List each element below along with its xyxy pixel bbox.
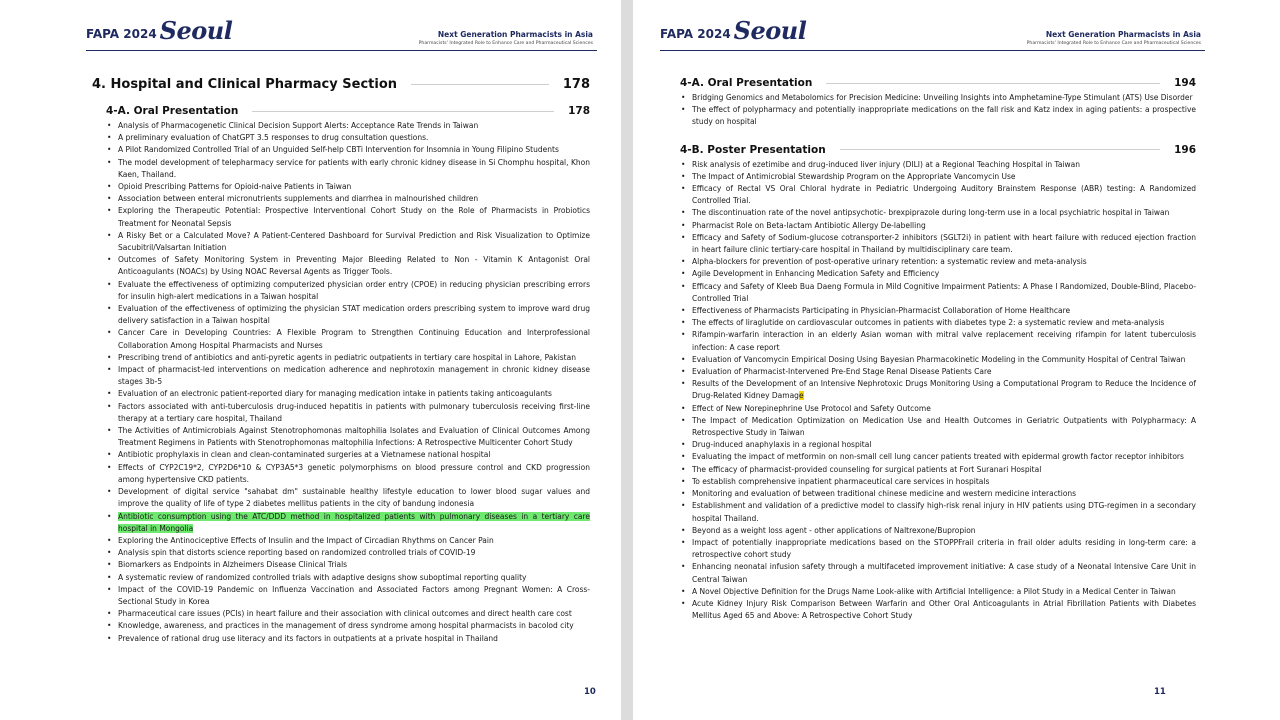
toc-content bbox=[92, 72, 590, 645]
toc-entry bbox=[106, 559, 590, 571]
page-header bbox=[86, 16, 597, 51]
toc-entry bbox=[106, 511, 590, 535]
toc-entry bbox=[106, 181, 590, 193]
toc-entry bbox=[680, 415, 1196, 439]
toc-entry bbox=[106, 352, 590, 364]
toc-entry bbox=[106, 157, 590, 181]
fapa-seoul-logo bbox=[660, 16, 806, 48]
subsection-rule bbox=[252, 111, 554, 112]
toc-entry bbox=[680, 439, 1196, 451]
left-page bbox=[0, 0, 621, 720]
section-title: 4. Hospital and Clinical Pharmacy Section bbox=[92, 76, 398, 92]
toc-entry bbox=[680, 561, 1196, 585]
toc-entry-text: The efficacy of pharmacist-provided counseling for surgical patients at Fort Suranari Hospital bbox=[692, 464, 1042, 474]
subsection-heading-poster bbox=[680, 141, 1196, 159]
page-number: 10 bbox=[584, 687, 596, 697]
toc-entry bbox=[106, 633, 590, 645]
toc-entry-text: Drug-induced anaphylaxis in a regional hospital bbox=[692, 440, 872, 450]
toc-entry-text: Efficacy of Rectal VS Oral Chloral hydrate in Pediatric Undergoing Auditory Brainstem Response (ABR) testing: A Randomized Controlled Trial. bbox=[692, 184, 1196, 206]
toc-entry-text: Pharmaceutical care issues (PCIs) in heart failure and their association with clinical outcomes and direct health care cost bbox=[118, 609, 572, 619]
toc-entry-text: Impact of the COVID-19 Pandemic on Influenza Vaccination and Associated Factors among Pregnant Women: A Cross-Sectional Study in Korea bbox=[118, 584, 590, 606]
toc-entry-text: Agile Development in Enhancing Medication Safety and Efficiency bbox=[692, 269, 940, 279]
header-text bbox=[419, 30, 593, 46]
toc-entry-text: A Risky Bet or a Calculated Move? A Patient-Centered Dashboard for Survival Prediction and Risk Visualization to Optimize Sacubitril/Valsartan Initiation bbox=[118, 230, 590, 253]
toc-entry bbox=[680, 525, 1196, 537]
toc-entry-text: The Impact of Medication Optimization on Medication Use and Health Outcomes in Geriatric Outpatients with Polypharmacy: A Retrospective Study in Taiwan bbox=[692, 415, 1196, 438]
toc-entry bbox=[106, 620, 590, 632]
toc-entry-text: The model development of telepharmacy service for patients with early chronic kidney disease in Si Chomphu hospital, Khon Kaen, Thailand. bbox=[118, 157, 590, 179]
toc-entry bbox=[106, 572, 590, 584]
toc-entry bbox=[680, 500, 1196, 524]
poster-presentation-list bbox=[680, 159, 1196, 623]
toc-entry bbox=[106, 144, 590, 156]
toc-entry-text: Opioid Prescribing Patterns for Opioid-naive Patients in Taiwan bbox=[118, 182, 352, 192]
toc-entry-text: Development of digital service "sahabat dm" sustainable healthy lifestyle education to lower blood sugar values and improve the quality of life of type 2 diabetes mellitus patients in the city of bandung indonesia bbox=[118, 487, 590, 509]
toc-entry-text: Impact of pharmacist-led interventions on medication adherence and nephrotoxin management in chronic kidney disease stages 3b-5 bbox=[118, 365, 590, 387]
toc-entry-text: Knowledge, awareness, and practices in the management of dress syndrome among hospital pharmacists in bacolod city bbox=[118, 621, 574, 631]
toc-entry-text: Efficacy and Safety of Kleeb Bua Daeng Formula in Mild Cognitive Impairment Patients: A Phase I Randomized, Double-Blind, Placebo-Controlled Trial bbox=[692, 281, 1196, 303]
toc-entry bbox=[680, 305, 1196, 317]
toc-entry-text: Risk analysis of ezetimibe and drug-induced liver injury (DILI) at a Regional Teaching Hospital in Taiwan bbox=[692, 159, 1081, 169]
toc-entry bbox=[680, 232, 1196, 256]
toc-entry bbox=[680, 403, 1196, 415]
subsection-heading-oral bbox=[106, 102, 590, 120]
toc-entry-text: A Novel Objective Definition for the Drugs Name Look-alike with Artificial Intelligence: a Pilot Study in a Medical Center in Taiwan bbox=[692, 586, 1176, 596]
toc-entry-text: Exploring the Therapeutic Potential: Prospective Interventional Cohort Study on the Role of Pharmacists in Probiotics Treatment for Neonatal Sepsis bbox=[118, 206, 590, 228]
toc-entry bbox=[106, 425, 590, 449]
toc-entry-text: Bridging Genomics and Metabolomics for Precision Medicine: Unveiling Insights into Amphetamine-Type Stimulant (ATS) Use Disorder bbox=[692, 93, 1193, 102]
toc-entry-text: Factors associated with anti-tuberculosis drug-induced hepatitis in patients with pulmonary tuberculosis receiving first-line therapy at a tertiary care hospital, Thailand bbox=[118, 401, 590, 423]
subsection-title: 4-A. Oral Presentation bbox=[106, 105, 239, 117]
toc-entry bbox=[106, 193, 590, 205]
toc-entry-text: Antibiotic consumption using the ATC/DDD method in hospitalized patients with pulmonary diseases in a tertiary care hospital in Mongolia bbox=[118, 511, 590, 533]
subsection-rule bbox=[840, 149, 1160, 150]
logo-seoul-script: Seoul bbox=[159, 16, 233, 45]
toc-entry-text: A systematic review of randomized controlled trials with adaptive designs show suboptimal reporting quality bbox=[118, 572, 527, 582]
subsection-rule bbox=[826, 83, 1160, 84]
fapa-seoul-logo bbox=[86, 16, 232, 48]
toc-entry-text: Rifampin-warfarin interaction in an elderly Asian woman with mitral valve replacement receiving rifampin for latent tuberculosis infection: A case report bbox=[692, 330, 1196, 352]
toc-entry-text: Effects of CYP2C19*2, CYP2D6*10 & CYP3A5*3 genetic polymorphisms on blood pressure control and CKD progression among hypertensive CKD patients. bbox=[118, 462, 590, 484]
subsection-page-number: 196 bbox=[1174, 143, 1196, 156]
toc-entry bbox=[680, 268, 1196, 280]
subsection-title: 4-A. Oral Presentation bbox=[680, 77, 813, 89]
toc-entry bbox=[106, 608, 590, 620]
toc-entry-text: Outcomes of Safety Monitoring System in Preventing Major Bleeding Related to Non - Vitamin K Antagonist Oral Anticoagulants (NOACs) by Using NOAC Reversal Agents as Trigger Tools. bbox=[118, 255, 590, 277]
toc-content bbox=[680, 72, 1196, 622]
toc-entry bbox=[680, 537, 1196, 561]
toc-entry bbox=[106, 254, 590, 278]
toc-entry bbox=[680, 586, 1196, 598]
subsection-title: 4-B. Poster Presentation bbox=[680, 143, 826, 156]
toc-entry-text: A preliminary evaluation of ChatGPT 3.5 responses to drug consultation questions. bbox=[118, 133, 429, 143]
logo-seoul-script: Seoul bbox=[733, 16, 807, 45]
toc-entry-text: Evaluation of an electronic patient-reported diary for managing medication intake in patients taking anticoagulants bbox=[118, 389, 552, 399]
toc-entry bbox=[680, 220, 1196, 232]
toc-entry bbox=[680, 256, 1196, 268]
toc-entry bbox=[680, 171, 1196, 183]
toc-entry-text: Prescribing trend of antibiotics and anti-pyretic agents in pediatric outpatients in tertiary care hospital in Lahore, Pakistan bbox=[118, 352, 576, 362]
toc-entry bbox=[680, 92, 1196, 104]
toc-entry-text: The discontinuation rate of the novel antipsychotic- brexpiprazole during long-term use in a local psychiatric hospital in Taiwan bbox=[692, 208, 1170, 218]
toc-entry bbox=[680, 464, 1196, 476]
subsection-page-number: 194 bbox=[1174, 77, 1196, 89]
toc-entry bbox=[680, 183, 1196, 207]
toc-entry-text: Evaluation of Vancomycin Empirical Dosing Using Bayesian Pharmacokinetic Modeling in the Community Hospital of Central Taiwan bbox=[692, 354, 1186, 364]
toc-entry bbox=[680, 488, 1196, 500]
toc-entry-text: Acute Kidney Injury Risk Comparison Between Warfarin and Other Oral Anticoagulants in Atrial Fibrillation Patients with Diabetes Mellitus Aged 65 and Above: A Retrospective Cohort Study bbox=[692, 598, 1196, 621]
toc-entry bbox=[106, 205, 590, 229]
logo-fapa-text: FAPA 2024 bbox=[660, 27, 731, 41]
toc-entry bbox=[680, 598, 1196, 622]
toc-entry-text: Cancer Care in Developing Countries: A Flexible Program to Strengthen Continuing Education and Interprofessional Collaboration Among Hospital Pharmacists and Nurses bbox=[118, 328, 590, 350]
text-marker: e bbox=[798, 391, 804, 401]
toc-entry-text: Results of the Development of an Intensive Nephrotoxic Drugs Monitoring Using a Computational Program to Reduce the Incidence of Drug-Related Kidney Damage bbox=[692, 379, 1196, 401]
header-text bbox=[1027, 30, 1201, 46]
toc-entry bbox=[106, 132, 590, 144]
subsection-heading-oral bbox=[680, 74, 1196, 92]
logo-fapa-text: FAPA 2024 bbox=[86, 27, 157, 41]
toc-entry-text: Enhancing neonatal infusion safety through a multifaceted improvement initiative: A case study of a Neonatal Intensive Care Unit in Central Taiwan bbox=[692, 562, 1196, 584]
toc-entry bbox=[680, 378, 1196, 402]
toc-entry-text: The effect of polypharmacy and potentially inappropriate medications on the fall risk and Katz index in aging patients: a prospective study on hospital bbox=[692, 105, 1196, 127]
toc-entry-text: Prevalence of rational drug use literacy and its factors in outpatients at a private hospital in Thailand bbox=[118, 633, 498, 643]
toc-entry-text: A Pilot Randomized Controlled Trial of an Unguided Self-help CBTi Intervention for Insomnia in Young Filipino Students bbox=[118, 145, 559, 155]
section-page-number: 178 bbox=[562, 76, 590, 92]
toc-entry bbox=[680, 354, 1196, 366]
toc-entry-text: Antibiotic prophylaxis in clean and clean-contaminated surgeries at a Vietnamese national hospital bbox=[118, 450, 491, 460]
header-subtitle: Pharmacists' Integrated Role to Enhance Care and Pharmaceutical Sciences bbox=[1026, 41, 1201, 46]
toc-entry bbox=[106, 547, 590, 559]
toc-entry bbox=[106, 388, 590, 400]
toc-entry bbox=[680, 317, 1196, 329]
toc-entry bbox=[106, 230, 590, 254]
toc-entry-text: Effectiveness of Pharmacists Participating in Physician-Pharmacist Collaboration of Home Healthcare bbox=[692, 306, 1071, 316]
right-page bbox=[633, 0, 1280, 720]
toc-entry-text: Biomarkers as Endpoints in Alzheimers Disease Clinical Trials bbox=[118, 560, 348, 570]
toc-entry-text: The Activities of Antimicrobials Against Stenotrophomonas maltophilia Isolates and Evaluation of Clinical Outcomes Among Treatment Regimens in Patients with Stenotrophomonas maltophilia Infections: A Retrospective Multicenter Cohort Study bbox=[118, 426, 590, 448]
oral-presentation-list bbox=[106, 120, 590, 645]
toc-entry bbox=[106, 303, 590, 327]
toc-entry bbox=[106, 401, 590, 425]
toc-entry-text: Evaluate the effectiveness of optimizing computerized physician order entry (CPOE) in reducing physician prescribing errors for insulin high-alert medications in a Taiwan hospital bbox=[118, 279, 590, 301]
toc-entry bbox=[106, 486, 590, 510]
toc-entry bbox=[106, 327, 590, 351]
toc-entry bbox=[106, 535, 590, 547]
toc-entry-text: Effect of New Norepinephrine Use Protocol and Safety Outcome bbox=[692, 403, 931, 413]
toc-entry bbox=[680, 159, 1196, 171]
page-number: 11 bbox=[1154, 687, 1166, 697]
toc-entry-text: Beyond as a weight loss agent - other applications of Naltrexone/Bupropion bbox=[692, 525, 976, 535]
page-header bbox=[660, 16, 1205, 51]
toc-entry bbox=[680, 281, 1196, 305]
oral-presentation-list bbox=[680, 92, 1196, 129]
toc-entry-text: Evaluating the impact of metformin on non-small cell lung cancer patients treated with epidermal growth factor receptor inhibitors bbox=[692, 452, 1184, 462]
toc-entry bbox=[680, 366, 1196, 378]
toc-entry-text: Evaluation of the effectiveness of optimizing the physician STAT medication orders prescribing system to improve ward drug delivery satisfaction in a Taiwan hospital bbox=[118, 304, 590, 326]
toc-entry-text: Association between enteral micronutrients supplements and diarrhea in malnourished children bbox=[118, 194, 479, 204]
toc-entry-text: Analysis of Pharmacogenetic Clinical Decision Support Alerts: Acceptance Rate Trends in Taiwan bbox=[118, 121, 479, 130]
toc-entry-text: Monitoring and evaluation of between traditional chinese medicine and western medicine interactions bbox=[692, 489, 1077, 499]
header-title: Next Generation Pharmacists in Asia bbox=[437, 30, 593, 39]
toc-entry-text: Evaluation of Pharmacist-Intervened Pre-End Stage Renal Disease Patients Care bbox=[692, 367, 992, 377]
subsection-page-number: 178 bbox=[568, 105, 590, 117]
toc-entry bbox=[680, 476, 1196, 488]
header-title: Next Generation Pharmacists in Asia bbox=[1045, 30, 1201, 39]
page-gutter bbox=[621, 0, 633, 720]
toc-entry bbox=[106, 584, 590, 608]
toc-entry bbox=[680, 207, 1196, 219]
toc-entry-text: Efficacy and Safety of Sodium-glucose cotransporter-2 inhibitors (SGLT2i) in patient with heart failure with reduced ejection fraction in heart failure clinic tertiary-care hospital in Thailand by multidisciplinary care team. bbox=[692, 232, 1196, 255]
toc-entry bbox=[106, 462, 590, 486]
toc-entry-text: Establishment and validation of a predictive model to classify high-risk renal injury in HIV patients using DTG-regimen in a secondary hospital Thailand. bbox=[692, 501, 1196, 523]
toc-entry-text: Pharmacist Role on Beta-lactam Antibiotic Allergy De-labelling bbox=[692, 220, 926, 230]
toc-entry bbox=[106, 449, 590, 461]
toc-entry-text: Exploring the Antinociceptive Effects of Insulin and the Impact of Circadian Rhythms on Cancer Pain bbox=[118, 535, 494, 545]
toc-entry bbox=[680, 104, 1196, 128]
section-rule bbox=[411, 84, 549, 85]
toc-entry-text: Alpha-blockers for prevention of post-operative urinary retention: a systematic review and meta-analysis bbox=[692, 257, 1087, 267]
toc-entry-text: Impact of potentially inappropriate medications based on the STOPPFrail criteria in frail older adults residing in long-term care: a retrospective cohort study bbox=[692, 537, 1196, 560]
toc-entry-text: Analysis spin that distorts science reporting based on randomized controlled trials of COVID-19 bbox=[118, 548, 476, 558]
toc-entry-text: The Impact of Antimicrobial Stewardship Program on the Appropriate Vancomycin Use bbox=[692, 171, 1016, 181]
toc-entry-text: The effects of liraglutide on cardiovascular outcomes in patients with diabetes type 2: a systematic review and meta-analysis bbox=[692, 318, 1165, 328]
toc-entry bbox=[106, 120, 590, 132]
toc-entry bbox=[680, 451, 1196, 463]
toc-entry bbox=[680, 329, 1196, 353]
toc-entry bbox=[106, 364, 590, 388]
header-subtitle: Pharmacists' Integrated Role to Enhance Care and Pharmaceutical Sciences bbox=[418, 41, 593, 46]
toc-entry bbox=[106, 279, 590, 303]
toc-entry-text: To establish comprehensive inpatient pharmaceutical care services in hospitals bbox=[692, 476, 990, 486]
section-heading bbox=[92, 72, 590, 96]
